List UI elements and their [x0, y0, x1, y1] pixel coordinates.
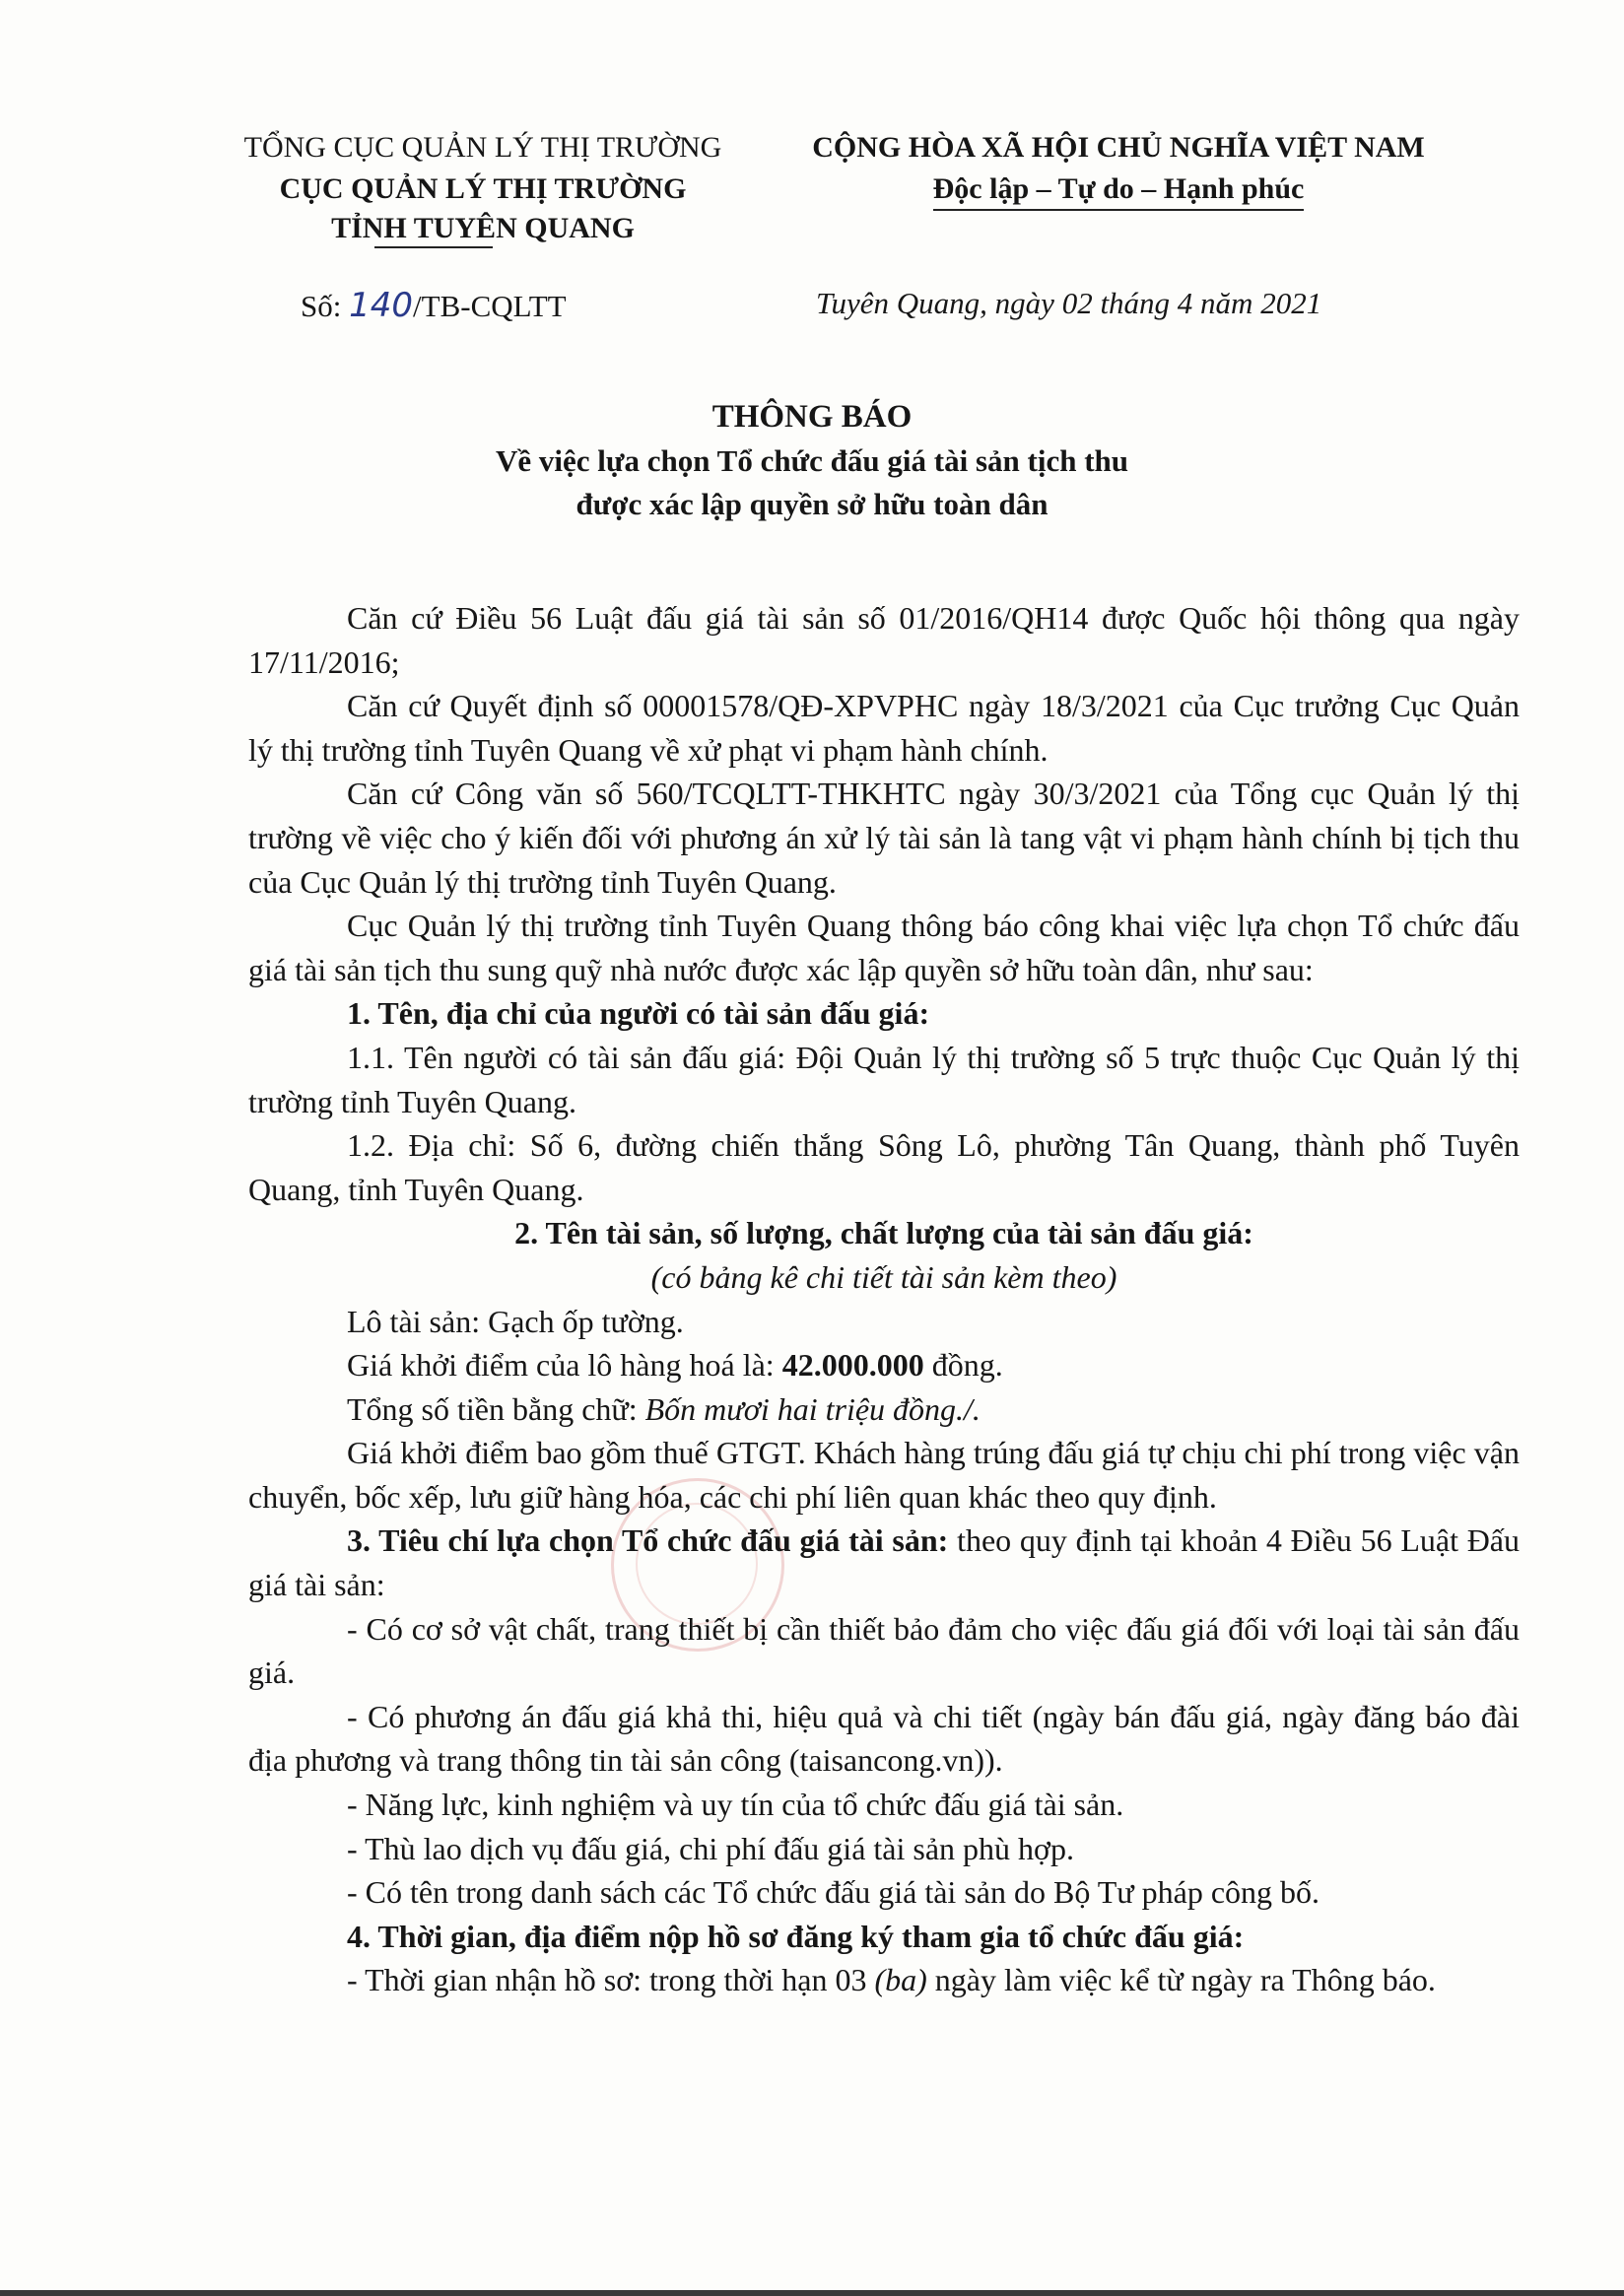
title-sub-1: Về việc lựa chọn Tổ chức đấu giá tài sản tịch thu	[495, 443, 1129, 478]
vat-note: Giá khởi điểm bao gồm thuế GTGT. Khách hàng trúng đấu giá tự chịu chi phí trong việc vận chuyển, bốc xếp, lưu giữ hàng hóa, các chi phí liên quan khác theo quy định.	[248, 1435, 1520, 1515]
handwritten-number: 140	[349, 286, 414, 325]
asset-lot: Lô tài sản: Gạch ốp tường.	[347, 1303, 684, 1339]
section-4-heading: 4. Thời gian, địa điểm nộp hồ sơ đăng ký tham gia tổ chức đấu giá:	[347, 1918, 1245, 1954]
document-title	[0, 394, 1624, 526]
section-3-text: theo quy định tại khoản 4 Điều 56 Luật Đấu giá tài sản:	[248, 1522, 1521, 1603]
criteria-item-4: - Thù lao dịch vụ đấu giá, chi phí đấu giá tài sản phù hợp.	[347, 1830, 1074, 1866]
paragraph-legal-basis-3: Căn cứ Công văn số 560/TCQLTT-THKHTC ngày 30/3/2021 của Tổng cục Quản lý thị trường về việc cho ý kiến đối với phương án xử lý tài sản là tang vật vi phạm hành chính bị tịch thu của Cục Quản lý thị trường tỉnh Tuyên Quang.	[248, 776, 1520, 900]
paragraph-legal-basis-1: Căn cứ Điều 56 Luật đấu giá tài sản số 01/2016/QH14 được Quốc hội thông qua ngày 17/11/2016;	[248, 600, 1520, 680]
document-body	[248, 596, 1520, 2002]
words-label: Tổng số tiền bằng chữ:	[347, 1390, 645, 1427]
submission-time-italic: (ba)	[874, 1962, 927, 1998]
criteria-item-1: - Có cơ sở vật chất, trang thiết bị cần thiết bảo đảm cho việc đấu giá đối với loại tài sản đấu giá.	[248, 1610, 1520, 1691]
number-suffix: /TB-CQLTT	[413, 289, 567, 323]
submission-time-pre: - Thời gian nhận hồ sơ: trong thời hạn 03	[347, 1962, 875, 1998]
price-unit: đồng.	[923, 1347, 1003, 1384]
scan-bottom-edge	[0, 2290, 1624, 2296]
criteria-item-5: - Có tên trong danh sách các Tổ chức đấu giá tài sản do Bộ Tư pháp công bố.	[347, 1874, 1320, 1911]
price-value: 42.000.000	[781, 1347, 924, 1384]
document-header	[0, 128, 1624, 256]
criteria-item-3: - Năng lực, kinh nghiệm và uy tín của tổ chức đấu giá tài sản.	[347, 1787, 1124, 1823]
paragraph-legal-basis-2: Căn cứ Quyết định số 00001578/QĐ-XPVPHC ngày 18/3/2021 của Cục trưởng Cục Quản lý thị trường tỉnh Tuyên Quang về xử phạt vi phạm hành chính.	[248, 688, 1520, 768]
section-2-note: (có bảng kê chi tiết tài sản kèm theo)	[650, 1258, 1117, 1295]
submission-time	[248, 1958, 1520, 2002]
number-prefix: Số:	[301, 289, 350, 323]
agency-line-1: TỔNG CỤC QUẢN LÝ THỊ TRƯỜNG	[243, 131, 722, 164]
section-1-heading: 1. Tên, địa chỉ của người có tài sản đấu giá:	[347, 995, 930, 1032]
paragraph-announcement: Cục Quản lý thị trường tỉnh Tuyên Quang thông báo công khai việc lựa chọn Tổ chức đấu giá tài sản tịch thu sung quỹ nhà nước được xác lập quyền sở hữu toàn dân, như sau:	[248, 908, 1520, 987]
price-in-words	[248, 1387, 1520, 1432]
national-title: CỘNG HÒA XÃ HỘI CHỦ NGHĨA VIỆT NAM	[812, 131, 1425, 164]
criteria-item-2: - Có phương án đấu giá khả thi, hiệu quả và chi tiết (ngày bán đấu giá, ngày đăng báo đài địa phương và trang thông tin tài sản công (taisancong.vn)).	[248, 1698, 1520, 1779]
title-sub-2: được xác lập quyền sở hữu toàn dân	[575, 487, 1049, 521]
document-number	[301, 286, 567, 325]
section-1-1: 1.1. Tên người có tài sản đấu giá: Đội Quản lý thị trường số 5 trực thuộc Cục Quản lý thị trường tỉnh Tuyên Quang.	[248, 1039, 1520, 1119]
agency-line-2: CỤC QUẢN LÝ THỊ TRƯỜNG	[279, 172, 687, 205]
submission-time-post: ngày làm việc kể từ ngày ra Thông báo.	[926, 1962, 1436, 1998]
section-3	[248, 1519, 1520, 1606]
price-label: Giá khởi điểm của lô hàng hoá là:	[347, 1347, 782, 1384]
issue-date: Tuyên Quang, ngày 02 tháng 4 năm 2021	[816, 286, 1322, 320]
words-value: Bốn mươi hai triệu đồng./.	[644, 1390, 981, 1427]
section-1-2: 1.2. Địa chỉ: Số 6, đường chiến thắng Sông Lô, phường Tân Quang, thành phố Tuyên Quang, tỉnh Tuyên Quang.	[248, 1127, 1520, 1207]
section-2-heading: 2. Tên tài sản, số lượng, chất lượng của tài sản đấu giá:	[514, 1215, 1253, 1251]
agency-line-3: TỈNH TUYÊN QUANG	[331, 212, 635, 244]
header-underline	[374, 246, 493, 248]
national-motto: Độc lập – Tự do – Hạnh phúc	[933, 169, 1305, 211]
title-main: THÔNG BÁO	[711, 399, 913, 435]
section-3-heading: 3. Tiêu chí lựa chọn Tổ chức đấu giá tài sản:	[347, 1522, 949, 1559]
starting-price	[248, 1343, 1520, 1387]
